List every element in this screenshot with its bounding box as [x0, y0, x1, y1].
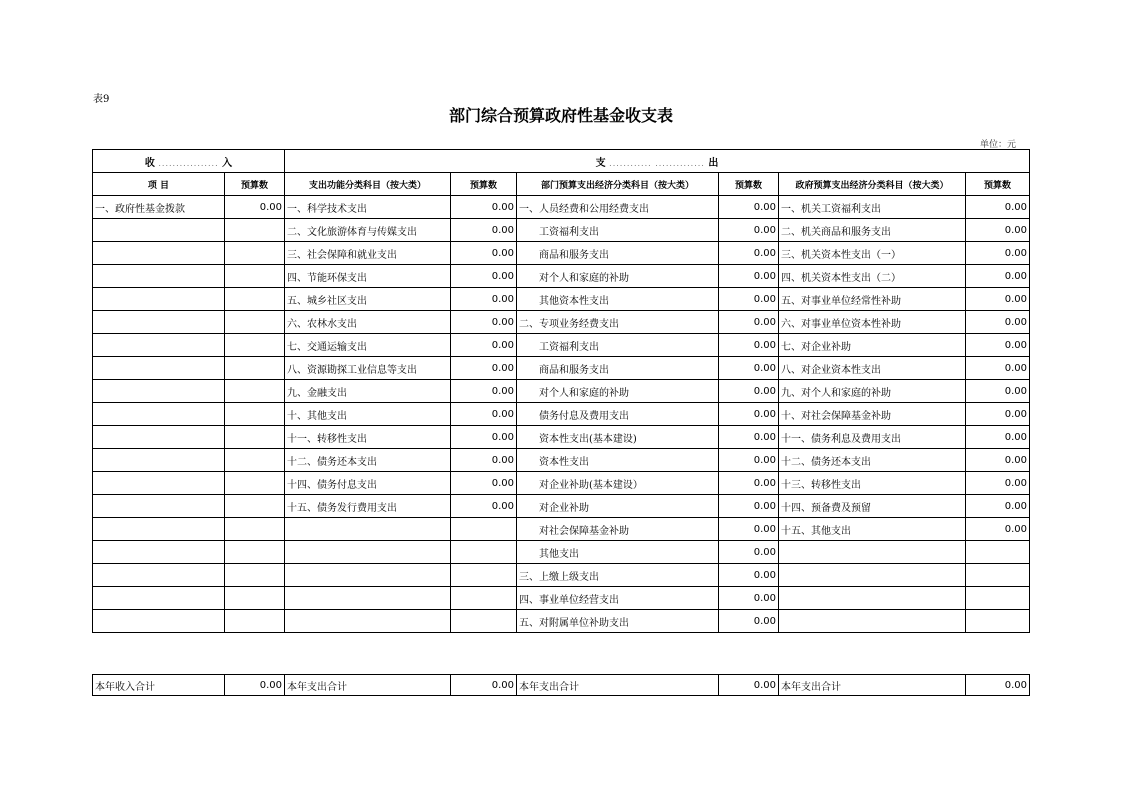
gov-econ-budget-cell	[966, 587, 1030, 610]
function-item-cell: 五、城乡社区支出	[285, 288, 451, 311]
dept-econ-budget-cell: 0.00	[719, 357, 779, 380]
gov-econ-budget-cell	[966, 564, 1030, 587]
gov-econ-budget-cell: 0.00	[966, 334, 1030, 357]
function-item-cell: 十二、债务还本支出	[285, 449, 451, 472]
col-header-item: 项 目	[93, 173, 225, 196]
dept-econ-budget-cell: 0.00	[719, 219, 779, 242]
function-budget-cell: 0.00	[451, 403, 517, 426]
function-item-cell: 二、文化旅游体育与传媒支出	[285, 219, 451, 242]
dept-econ-budget-cell: 0.00	[719, 426, 779, 449]
income-budget-cell	[225, 357, 285, 380]
gov-econ-budget-cell: 0.00	[966, 265, 1030, 288]
income-budget-cell	[225, 541, 285, 564]
column-header-row	[93, 173, 1030, 196]
income-budget-cell: 0.00	[225, 196, 285, 219]
table-row	[93, 288, 1030, 311]
gov-econ-item-cell: 十五、其他支出	[779, 518, 966, 541]
income-item-cell	[93, 219, 225, 242]
gov-econ-item-cell: 十四、预备费及预留	[779, 495, 966, 518]
gov-econ-item-cell	[779, 541, 966, 564]
function-item-cell	[285, 610, 451, 633]
gov-econ-item-cell: 五、对事业单位经常性补助	[779, 288, 966, 311]
function-item-cell: 十一、转移性支出	[285, 426, 451, 449]
dept-econ-budget-cell: 0.00	[719, 495, 779, 518]
income-budget-cell	[225, 518, 285, 541]
function-budget-cell: 0.00	[451, 219, 517, 242]
budget-table	[92, 149, 1030, 633]
dept-econ-item-cell: 债务付息及费用支出	[517, 403, 719, 426]
function-budget-cell: 0.00	[451, 265, 517, 288]
dept-econ-item-cell: 五、对附属单位补助支出	[517, 610, 719, 633]
table-row	[93, 311, 1030, 334]
gov-econ-budget-cell	[966, 610, 1030, 633]
dept-econ-item-cell: 其他支出	[517, 541, 719, 564]
income-item-cell	[93, 541, 225, 564]
function-item-cell: 三、社会保障和就业支出	[285, 242, 451, 265]
dept-econ-item-cell: 二、专项业务经费支出	[517, 311, 719, 334]
income-budget-cell	[225, 334, 285, 357]
income-item-cell	[93, 403, 225, 426]
income-item-cell	[93, 380, 225, 403]
gov-econ-item-cell: 九、对个人和家庭的补助	[779, 380, 966, 403]
income-budget-cell	[225, 265, 285, 288]
function-budget-cell: 0.00	[451, 472, 517, 495]
table-code: 表9	[93, 94, 110, 105]
dept-econ-item-cell: 商品和服务支出	[517, 242, 719, 265]
function-budget-cell	[451, 518, 517, 541]
function-budget-cell: 0.00	[451, 357, 517, 380]
function-item-cell	[285, 518, 451, 541]
function-budget-cell: 0.00	[451, 380, 517, 403]
income-budget-cell	[225, 449, 285, 472]
gov-econ-item-cell: 十二、债务还本支出	[779, 449, 966, 472]
function-budget-cell: 0.00	[451, 242, 517, 265]
table-row	[93, 610, 1030, 633]
income-item-cell	[93, 472, 225, 495]
gov-econ-budget-cell: 0.00	[966, 196, 1030, 219]
function-item-cell: 八、资源勘探工业信息等支出	[285, 357, 451, 380]
dept-econ-budget-cell: 0.00	[719, 196, 779, 219]
gov-econ-item-cell: 四、机关资本性支出（二）	[779, 265, 966, 288]
function-item-cell	[285, 564, 451, 587]
function-budget-cell: 0.00	[451, 449, 517, 472]
gov-econ-budget-cell: 0.00	[966, 357, 1030, 380]
dept-econ-budget-cell: 0.00	[719, 288, 779, 311]
total-dept-econ-label: 本年支出合计	[517, 675, 719, 696]
function-item-cell: 十、其他支出	[285, 403, 451, 426]
gov-econ-item-cell: 八、对企业资本性支出	[779, 357, 966, 380]
table-row	[93, 242, 1030, 265]
income-budget-cell	[225, 587, 285, 610]
gov-econ-item-cell: 三、机关资本性支出（一）	[779, 242, 966, 265]
table-row	[93, 518, 1030, 541]
table-row	[93, 380, 1030, 403]
function-budget-cell: 0.00	[451, 334, 517, 357]
dept-econ-item-cell: 工资福利支出	[517, 219, 719, 242]
income-item-cell	[93, 334, 225, 357]
dept-econ-budget-cell: 0.00	[719, 587, 779, 610]
income-budget-cell	[225, 495, 285, 518]
function-budget-cell: 0.00	[451, 426, 517, 449]
table-row	[93, 219, 1030, 242]
dept-econ-item-cell: 对社会保障基金补助	[517, 518, 719, 541]
expense-group-header: 支 ............ .............. 出	[285, 150, 1030, 173]
gov-econ-budget-cell: 0.00	[966, 449, 1030, 472]
dept-econ-budget-cell: 0.00	[719, 449, 779, 472]
dept-econ-budget-cell: 0.00	[719, 334, 779, 357]
table-row	[93, 334, 1030, 357]
dept-econ-item-cell: 对企业补助	[517, 495, 719, 518]
dept-econ-item-cell: 对个人和家庭的补助	[517, 380, 719, 403]
dept-econ-budget-cell: 0.00	[719, 242, 779, 265]
total-income-value: 0.00	[225, 675, 285, 696]
income-item-cell: 一、政府性基金拨款	[93, 196, 225, 219]
income-budget-cell	[225, 472, 285, 495]
function-item-cell: 七、交通运输支出	[285, 334, 451, 357]
gov-econ-item-cell: 一、机关工资福利支出	[779, 196, 966, 219]
dept-econ-item-cell: 四、事业单位经营支出	[517, 587, 719, 610]
income-item-cell	[93, 495, 225, 518]
income-item-cell	[93, 357, 225, 380]
dept-econ-item-cell: 商品和服务支出	[517, 357, 719, 380]
col-header-dept-econ-class: 部门预算支出经济分类科目（按大类）	[517, 173, 719, 196]
gov-econ-budget-cell: 0.00	[966, 380, 1030, 403]
gov-econ-budget-cell	[966, 541, 1030, 564]
col-header-budget: 预算数	[225, 173, 285, 196]
gov-econ-item-cell	[779, 610, 966, 633]
gov-econ-item-cell: 十一、债务利息及费用支出	[779, 426, 966, 449]
function-budget-cell: 0.00	[451, 196, 517, 219]
income-item-cell	[93, 426, 225, 449]
table-row	[93, 541, 1030, 564]
function-item-cell: 十四、债务付息支出	[285, 472, 451, 495]
function-budget-cell: 0.00	[451, 288, 517, 311]
function-budget-cell: 0.00	[451, 495, 517, 518]
col-header-budget: 预算数	[966, 173, 1030, 196]
table-row	[93, 495, 1030, 518]
dept-econ-budget-cell: 0.00	[719, 380, 779, 403]
function-item-cell: 四、节能环保支出	[285, 265, 451, 288]
dept-econ-budget-cell: 0.00	[719, 564, 779, 587]
income-group-header: 收 ................. 入	[93, 150, 285, 173]
gov-econ-budget-cell: 0.00	[966, 403, 1030, 426]
table-row	[93, 587, 1030, 610]
dept-econ-item-cell: 资本性支出	[517, 449, 719, 472]
gov-econ-budget-cell: 0.00	[966, 472, 1030, 495]
income-budget-cell	[225, 564, 285, 587]
function-budget-cell	[451, 564, 517, 587]
function-budget-cell	[451, 541, 517, 564]
dept-econ-budget-cell: 0.00	[719, 541, 779, 564]
gov-econ-budget-cell: 0.00	[966, 426, 1030, 449]
income-item-cell	[93, 288, 225, 311]
gov-econ-item-cell: 十三、转移性支出	[779, 472, 966, 495]
gov-econ-budget-cell: 0.00	[966, 311, 1030, 334]
income-budget-cell	[225, 288, 285, 311]
total-function-label: 本年支出合计	[285, 675, 451, 696]
table-row	[93, 449, 1030, 472]
gov-econ-item-cell: 十、对社会保障基金补助	[779, 403, 966, 426]
table-row	[93, 426, 1030, 449]
dept-econ-budget-cell: 0.00	[719, 311, 779, 334]
gov-econ-item-cell: 六、对事业单位资本性补助	[779, 311, 966, 334]
income-budget-cell	[225, 219, 285, 242]
gov-econ-item-cell: 二、机关商品和服务支出	[779, 219, 966, 242]
table-row	[93, 265, 1030, 288]
dept-econ-budget-cell: 0.00	[719, 610, 779, 633]
income-item-cell	[93, 587, 225, 610]
col-header-budget: 预算数	[451, 173, 517, 196]
income-budget-cell	[225, 380, 285, 403]
col-header-function-class: 支出功能分类科目（按大类）	[285, 173, 451, 196]
table-row	[93, 564, 1030, 587]
group-header-row	[93, 150, 1030, 173]
dept-econ-budget-cell: 0.00	[719, 472, 779, 495]
function-budget-cell	[451, 587, 517, 610]
income-budget-cell	[225, 242, 285, 265]
gov-econ-budget-cell: 0.00	[966, 219, 1030, 242]
function-budget-cell: 0.00	[451, 311, 517, 334]
total-income-label: 本年收入合计	[93, 675, 225, 696]
table-row	[93, 403, 1030, 426]
total-function-value: 0.00	[451, 675, 517, 696]
dept-econ-budget-cell: 0.00	[719, 403, 779, 426]
income-item-cell	[93, 610, 225, 633]
income-item-cell	[93, 242, 225, 265]
gov-econ-budget-cell: 0.00	[966, 242, 1030, 265]
dept-econ-item-cell: 其他资本性支出	[517, 288, 719, 311]
income-item-cell	[93, 564, 225, 587]
table-row	[93, 472, 1030, 495]
function-item-cell	[285, 541, 451, 564]
dept-econ-budget-cell: 0.00	[719, 265, 779, 288]
gov-econ-budget-cell: 0.00	[966, 288, 1030, 311]
income-item-cell	[93, 311, 225, 334]
function-item-cell: 六、农林水支出	[285, 311, 451, 334]
function-budget-cell	[451, 610, 517, 633]
gov-econ-item-cell	[779, 564, 966, 587]
dept-econ-budget-cell: 0.00	[719, 518, 779, 541]
function-item-cell: 一、科学技术支出	[285, 196, 451, 219]
income-item-cell	[93, 518, 225, 541]
total-gov-econ-label: 本年支出合计	[779, 675, 966, 696]
dept-econ-item-cell: 资本性支出(基本建设)	[517, 426, 719, 449]
gov-econ-budget-cell: 0.00	[966, 495, 1030, 518]
income-budget-cell	[225, 426, 285, 449]
totals-table	[92, 674, 1030, 696]
dept-econ-item-cell: 对个人和家庭的补助	[517, 265, 719, 288]
function-item-cell: 九、金融支出	[285, 380, 451, 403]
col-header-budget: 预算数	[719, 173, 779, 196]
gov-econ-budget-cell: 0.00	[966, 518, 1030, 541]
table-row	[93, 196, 1030, 219]
totals-row	[93, 675, 1030, 696]
function-item-cell	[285, 587, 451, 610]
function-item-cell: 十五、债务发行费用支出	[285, 495, 451, 518]
income-budget-cell	[225, 311, 285, 334]
total-dept-econ-value: 0.00	[719, 675, 779, 696]
dept-econ-item-cell: 工资福利支出	[517, 334, 719, 357]
gov-econ-item-cell	[779, 587, 966, 610]
dept-econ-item-cell: 对企业补助(基本建设）	[517, 472, 719, 495]
dept-econ-item-cell: 三、上缴上级支出	[517, 564, 719, 587]
page-title: 部门综合预算政府性基金收支表	[448, 106, 673, 125]
income-budget-cell	[225, 403, 285, 426]
col-header-gov-econ-class: 政府预算支出经济分类科目（按大类）	[779, 173, 966, 196]
gov-econ-item-cell: 七、对企业补助	[779, 334, 966, 357]
unit-label: 单位：元	[980, 140, 1017, 150]
table-row	[93, 357, 1030, 380]
income-item-cell	[93, 265, 225, 288]
total-gov-econ-value: 0.00	[966, 675, 1030, 696]
dept-econ-item-cell: 一、人员经费和公用经费支出	[517, 196, 719, 219]
income-budget-cell	[225, 610, 285, 633]
income-item-cell	[93, 449, 225, 472]
